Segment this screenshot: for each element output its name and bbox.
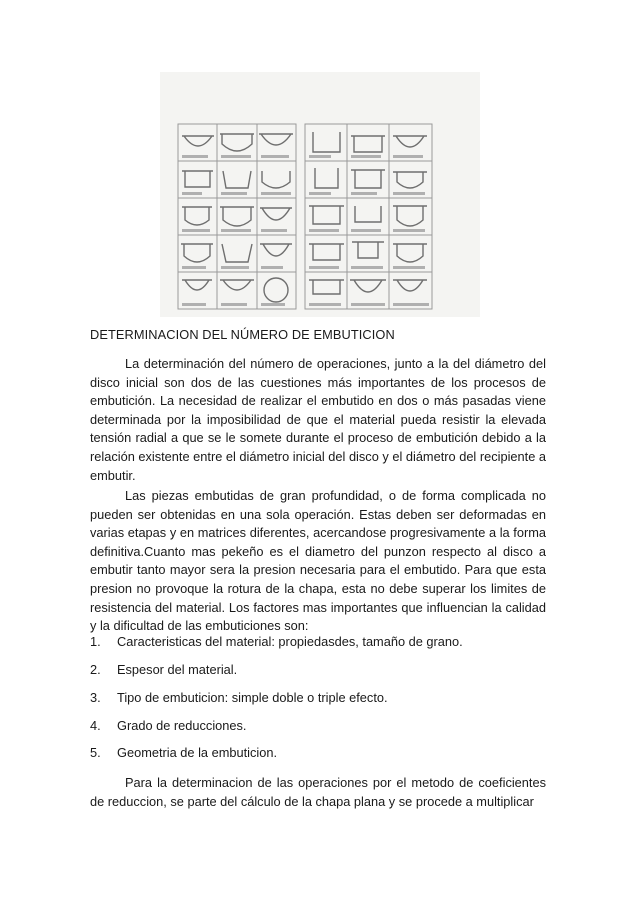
list-item	[90, 634, 463, 649]
list-item	[90, 718, 246, 733]
list-number: 2.	[90, 662, 101, 677]
list-text: Tipo de embuticion: simple doble o triple efecto.	[117, 690, 388, 705]
list-text: Geometria de la embuticion.	[117, 745, 278, 760]
list-number: 4.	[90, 718, 101, 733]
list-number: 1.	[90, 634, 101, 649]
list-text: Grado de reducciones.	[117, 718, 247, 733]
list-text: Caracteristicas del material: propiedasdes, tamaño de grano.	[117, 634, 463, 649]
paragraph-2-block	[90, 487, 546, 636]
paragraph-1: La determinación del número de operaciones, junto a la del diámetro del disco inicial son dos de las cuestiones más importantes de los procesos de embutición. La necesidad de realizar el embutido en dos o más pasadas viene determinada por la imposibilidad de que el material pueda resistir la elevada tensión radial a que se le somete durante el proceso de embutición debido a la relación existente entre el diámetro inicial del disco y el diámetro del recipiente a embutir.	[90, 356, 546, 483]
list-item	[90, 745, 277, 760]
paragraph-3: Para la determinacion de las operaciones por el metodo de coeficientes de reduccion, se parte del cálculo de la chapa plana y se procede a multiplicar	[90, 775, 546, 809]
section-heading: DETERMINACION DEL NÚMERO DE EMBUTICION	[90, 327, 395, 342]
drawn-parts-figure	[160, 72, 480, 317]
paragraph-2: Las piezas embutidas de gran profundidad, o de forma complicada no pueden ser obtenidas en una sola operación. Estas deben ser deformadas en varias etapas y en matrices diferentes, acercandose progresivamente a la forma definitiva.Cuanto mas pekeño es el diametro del punzon respecto al disco a embutir tanto mayor sera la presion necesaria para el embutido. Para que esta presion no provoque la rotura de la chapa, esta no debe superar los limites de resistencia del material. Los factores mas importantes que influencian la calidad y la dificultad de las embuticiones son:	[90, 488, 546, 634]
list-number: 5.	[90, 745, 101, 760]
paragraph-1-block	[90, 355, 546, 485]
list-item	[90, 690, 388, 705]
paragraph-3-block	[90, 774, 546, 811]
drawn-parts-shapes-icon	[160, 72, 480, 317]
list-text: Espesor del material.	[117, 662, 238, 677]
list-item	[90, 662, 237, 677]
list-number: 3.	[90, 690, 101, 705]
